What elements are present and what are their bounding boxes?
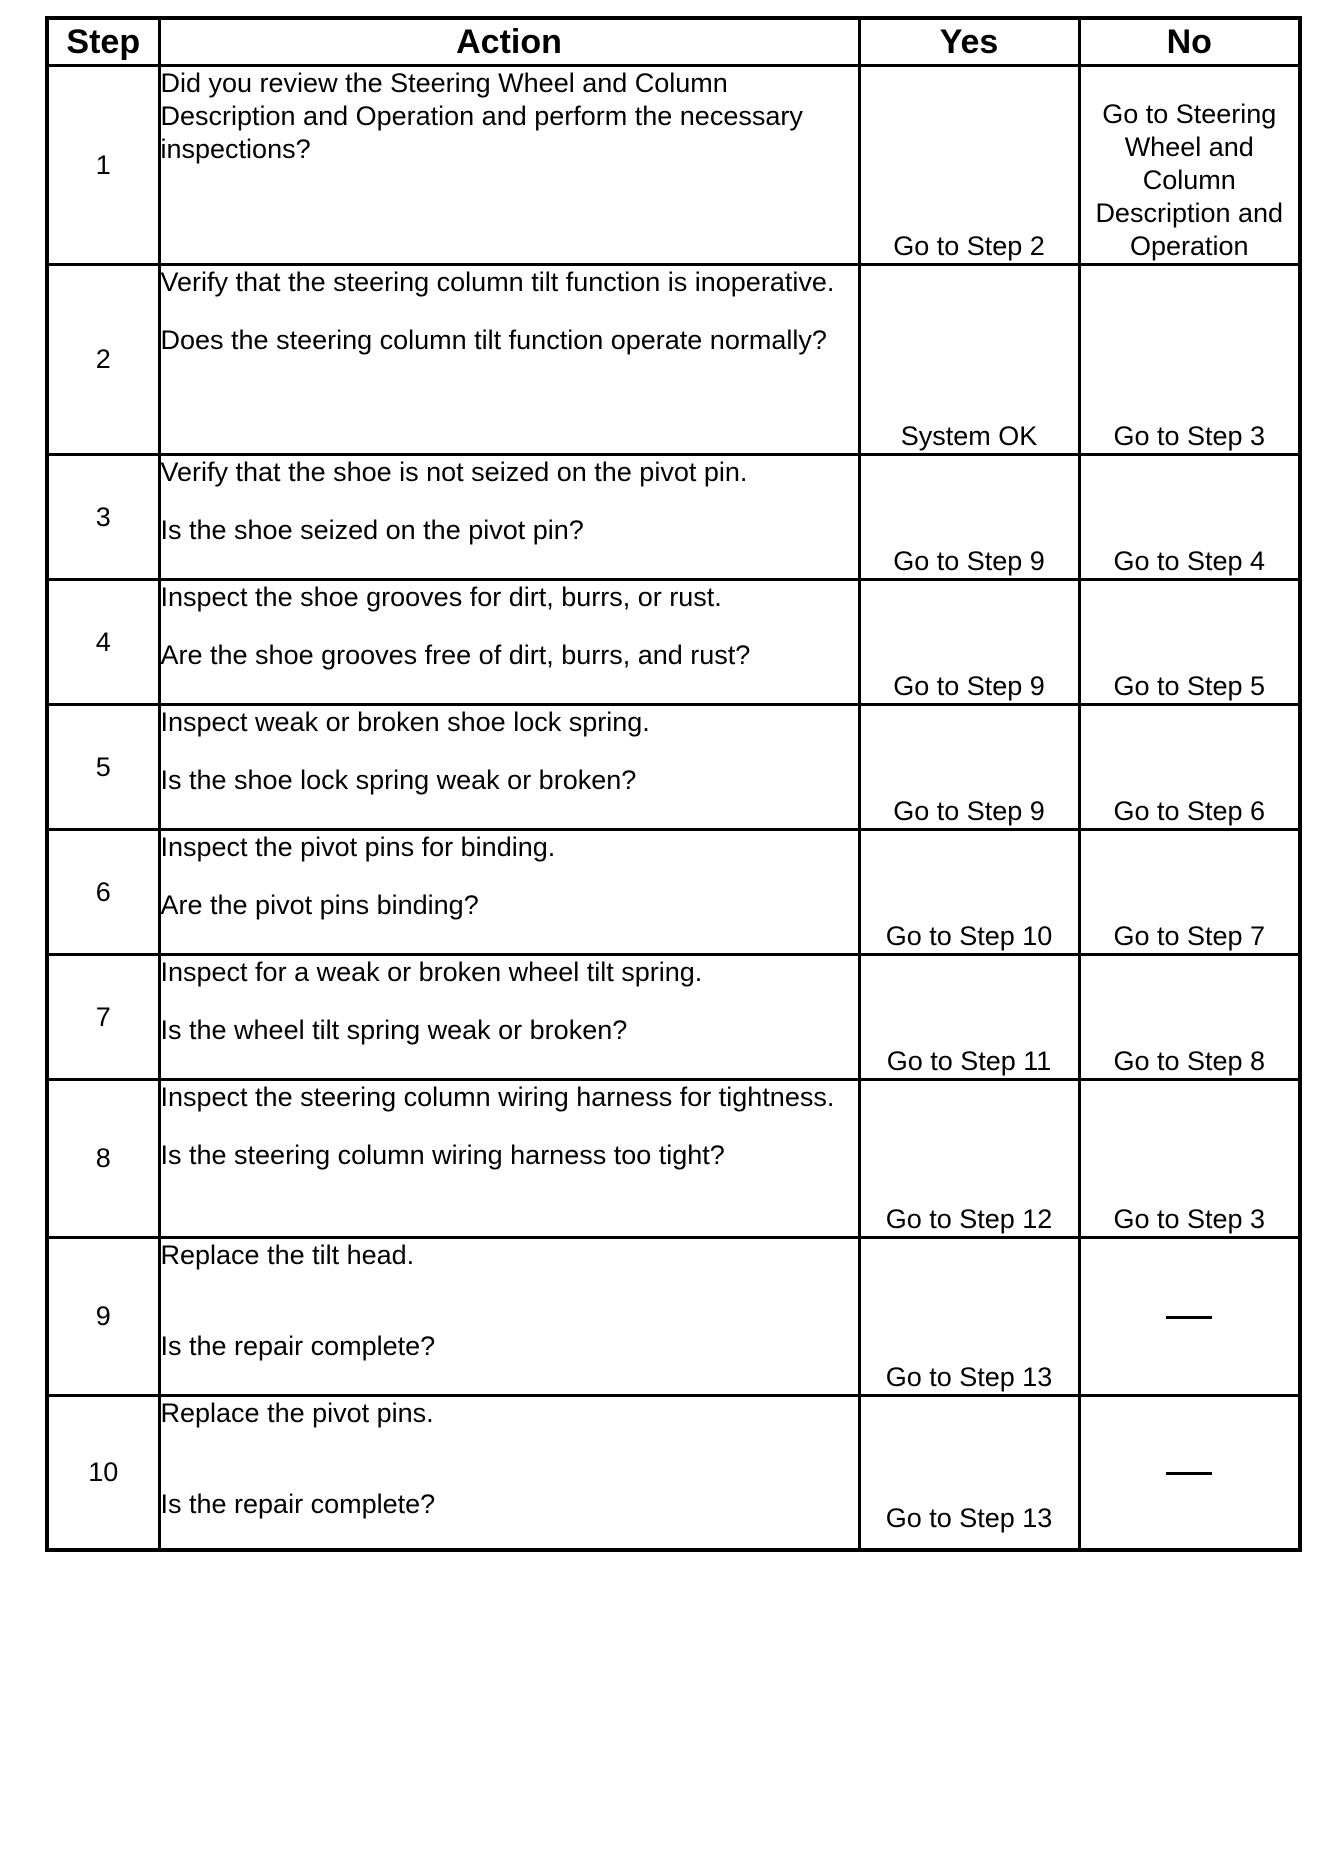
no-result bbox=[1079, 1238, 1300, 1396]
step-number: 6 bbox=[47, 830, 159, 955]
no-result bbox=[1079, 1396, 1300, 1550]
table-row bbox=[47, 1080, 1300, 1238]
header-action: Action bbox=[159, 18, 859, 66]
action-question: Is the shoe lock spring weak or broken? bbox=[160, 765, 637, 795]
action-cell bbox=[159, 455, 859, 580]
action-text: Replace the tilt head. bbox=[160, 1240, 415, 1270]
action-cell bbox=[159, 830, 859, 955]
header-yes: Yes bbox=[859, 18, 1079, 66]
action-cell bbox=[159, 265, 859, 455]
yes-result: Go to Step 13 bbox=[859, 1238, 1079, 1396]
action-text: Inspect the steering column wiring harness for tightness. bbox=[160, 1082, 835, 1112]
yes-result: Go to Step 2 bbox=[859, 66, 1079, 265]
table-row bbox=[47, 830, 1300, 955]
step-number: 3 bbox=[47, 455, 159, 580]
no-result: Go to Step 6 bbox=[1079, 705, 1300, 830]
dash-icon bbox=[1166, 1316, 1212, 1319]
table-row bbox=[47, 955, 1300, 1080]
table-row bbox=[47, 1396, 1300, 1550]
yes-result: System OK bbox=[859, 265, 1079, 455]
action-text: Replace the pivot pins. bbox=[160, 1398, 434, 1428]
no-result: Go to Step 7 bbox=[1079, 830, 1300, 955]
action-question: Are the pivot pins binding? bbox=[160, 890, 479, 920]
step-number: 5 bbox=[47, 705, 159, 830]
yes-result: Go to Step 9 bbox=[859, 580, 1079, 705]
action-text: Inspect weak or broken shoe lock spring. bbox=[160, 707, 650, 737]
action-cell bbox=[159, 955, 859, 1080]
yes-result: Go to Step 9 bbox=[859, 455, 1079, 580]
action-cell bbox=[159, 1080, 859, 1238]
action-text: Did you review the Steering Wheel and Column Description and Operation and perform the necessary inspections? bbox=[160, 68, 803, 164]
no-result: Go to Step 3 bbox=[1079, 1080, 1300, 1238]
action-question: Is the steering column wiring harness too tight? bbox=[160, 1140, 725, 1170]
header-no: No bbox=[1079, 18, 1300, 66]
no-result: Go to Steering Wheel and Column Description and Operation bbox=[1079, 66, 1300, 265]
header-step: Step bbox=[47, 18, 159, 66]
header-row bbox=[47, 18, 1300, 66]
action-cell bbox=[159, 705, 859, 830]
yes-result: Go to Step 10 bbox=[859, 830, 1079, 955]
yes-result: Go to Step 9 bbox=[859, 705, 1079, 830]
action-text: Verify that the shoe is not seized on the pivot pin. bbox=[160, 457, 748, 487]
action-question: Is the repair complete? bbox=[160, 1489, 436, 1519]
action-question: Is the repair complete? bbox=[160, 1331, 436, 1361]
step-number: 1 bbox=[47, 66, 159, 265]
action-text: Inspect for a weak or broken wheel tilt spring. bbox=[160, 957, 703, 987]
action-question: Is the shoe seized on the pivot pin? bbox=[160, 515, 584, 545]
action-cell bbox=[159, 1396, 859, 1550]
table-row bbox=[47, 66, 1300, 265]
action-cell bbox=[159, 1238, 859, 1396]
action-cell bbox=[159, 66, 859, 265]
action-cell bbox=[159, 580, 859, 705]
yes-result: Go to Step 13 bbox=[859, 1396, 1079, 1550]
yes-result: Go to Step 12 bbox=[859, 1080, 1079, 1238]
diagnostic-table bbox=[45, 16, 1302, 1552]
action-text: Verify that the steering column tilt function is inoperative. bbox=[160, 267, 835, 297]
step-number: 10 bbox=[47, 1396, 159, 1550]
step-number: 7 bbox=[47, 955, 159, 1080]
table-row bbox=[47, 705, 1300, 830]
no-result: Go to Step 4 bbox=[1079, 455, 1300, 580]
table-row bbox=[47, 455, 1300, 580]
action-question: Is the wheel tilt spring weak or broken? bbox=[160, 1015, 628, 1045]
action-question: Does the steering column tilt function operate normally? bbox=[160, 325, 827, 355]
step-number: 4 bbox=[47, 580, 159, 705]
step-number: 8 bbox=[47, 1080, 159, 1238]
table-row bbox=[47, 580, 1300, 705]
no-result: Go to Step 5 bbox=[1079, 580, 1300, 705]
action-question: Are the shoe grooves free of dirt, burrs, and rust? bbox=[160, 640, 751, 670]
table-row bbox=[47, 265, 1300, 455]
step-number: 9 bbox=[47, 1238, 159, 1396]
dash-icon bbox=[1166, 1472, 1212, 1475]
step-number: 2 bbox=[47, 265, 159, 455]
yes-result: Go to Step 11 bbox=[859, 955, 1079, 1080]
no-result: Go to Step 3 bbox=[1079, 265, 1300, 455]
table-row bbox=[47, 1238, 1300, 1396]
action-text: Inspect the pivot pins for binding. bbox=[160, 832, 556, 862]
no-result: Go to Step 8 bbox=[1079, 955, 1300, 1080]
action-text: Inspect the shoe grooves for dirt, burrs, or rust. bbox=[160, 582, 722, 612]
